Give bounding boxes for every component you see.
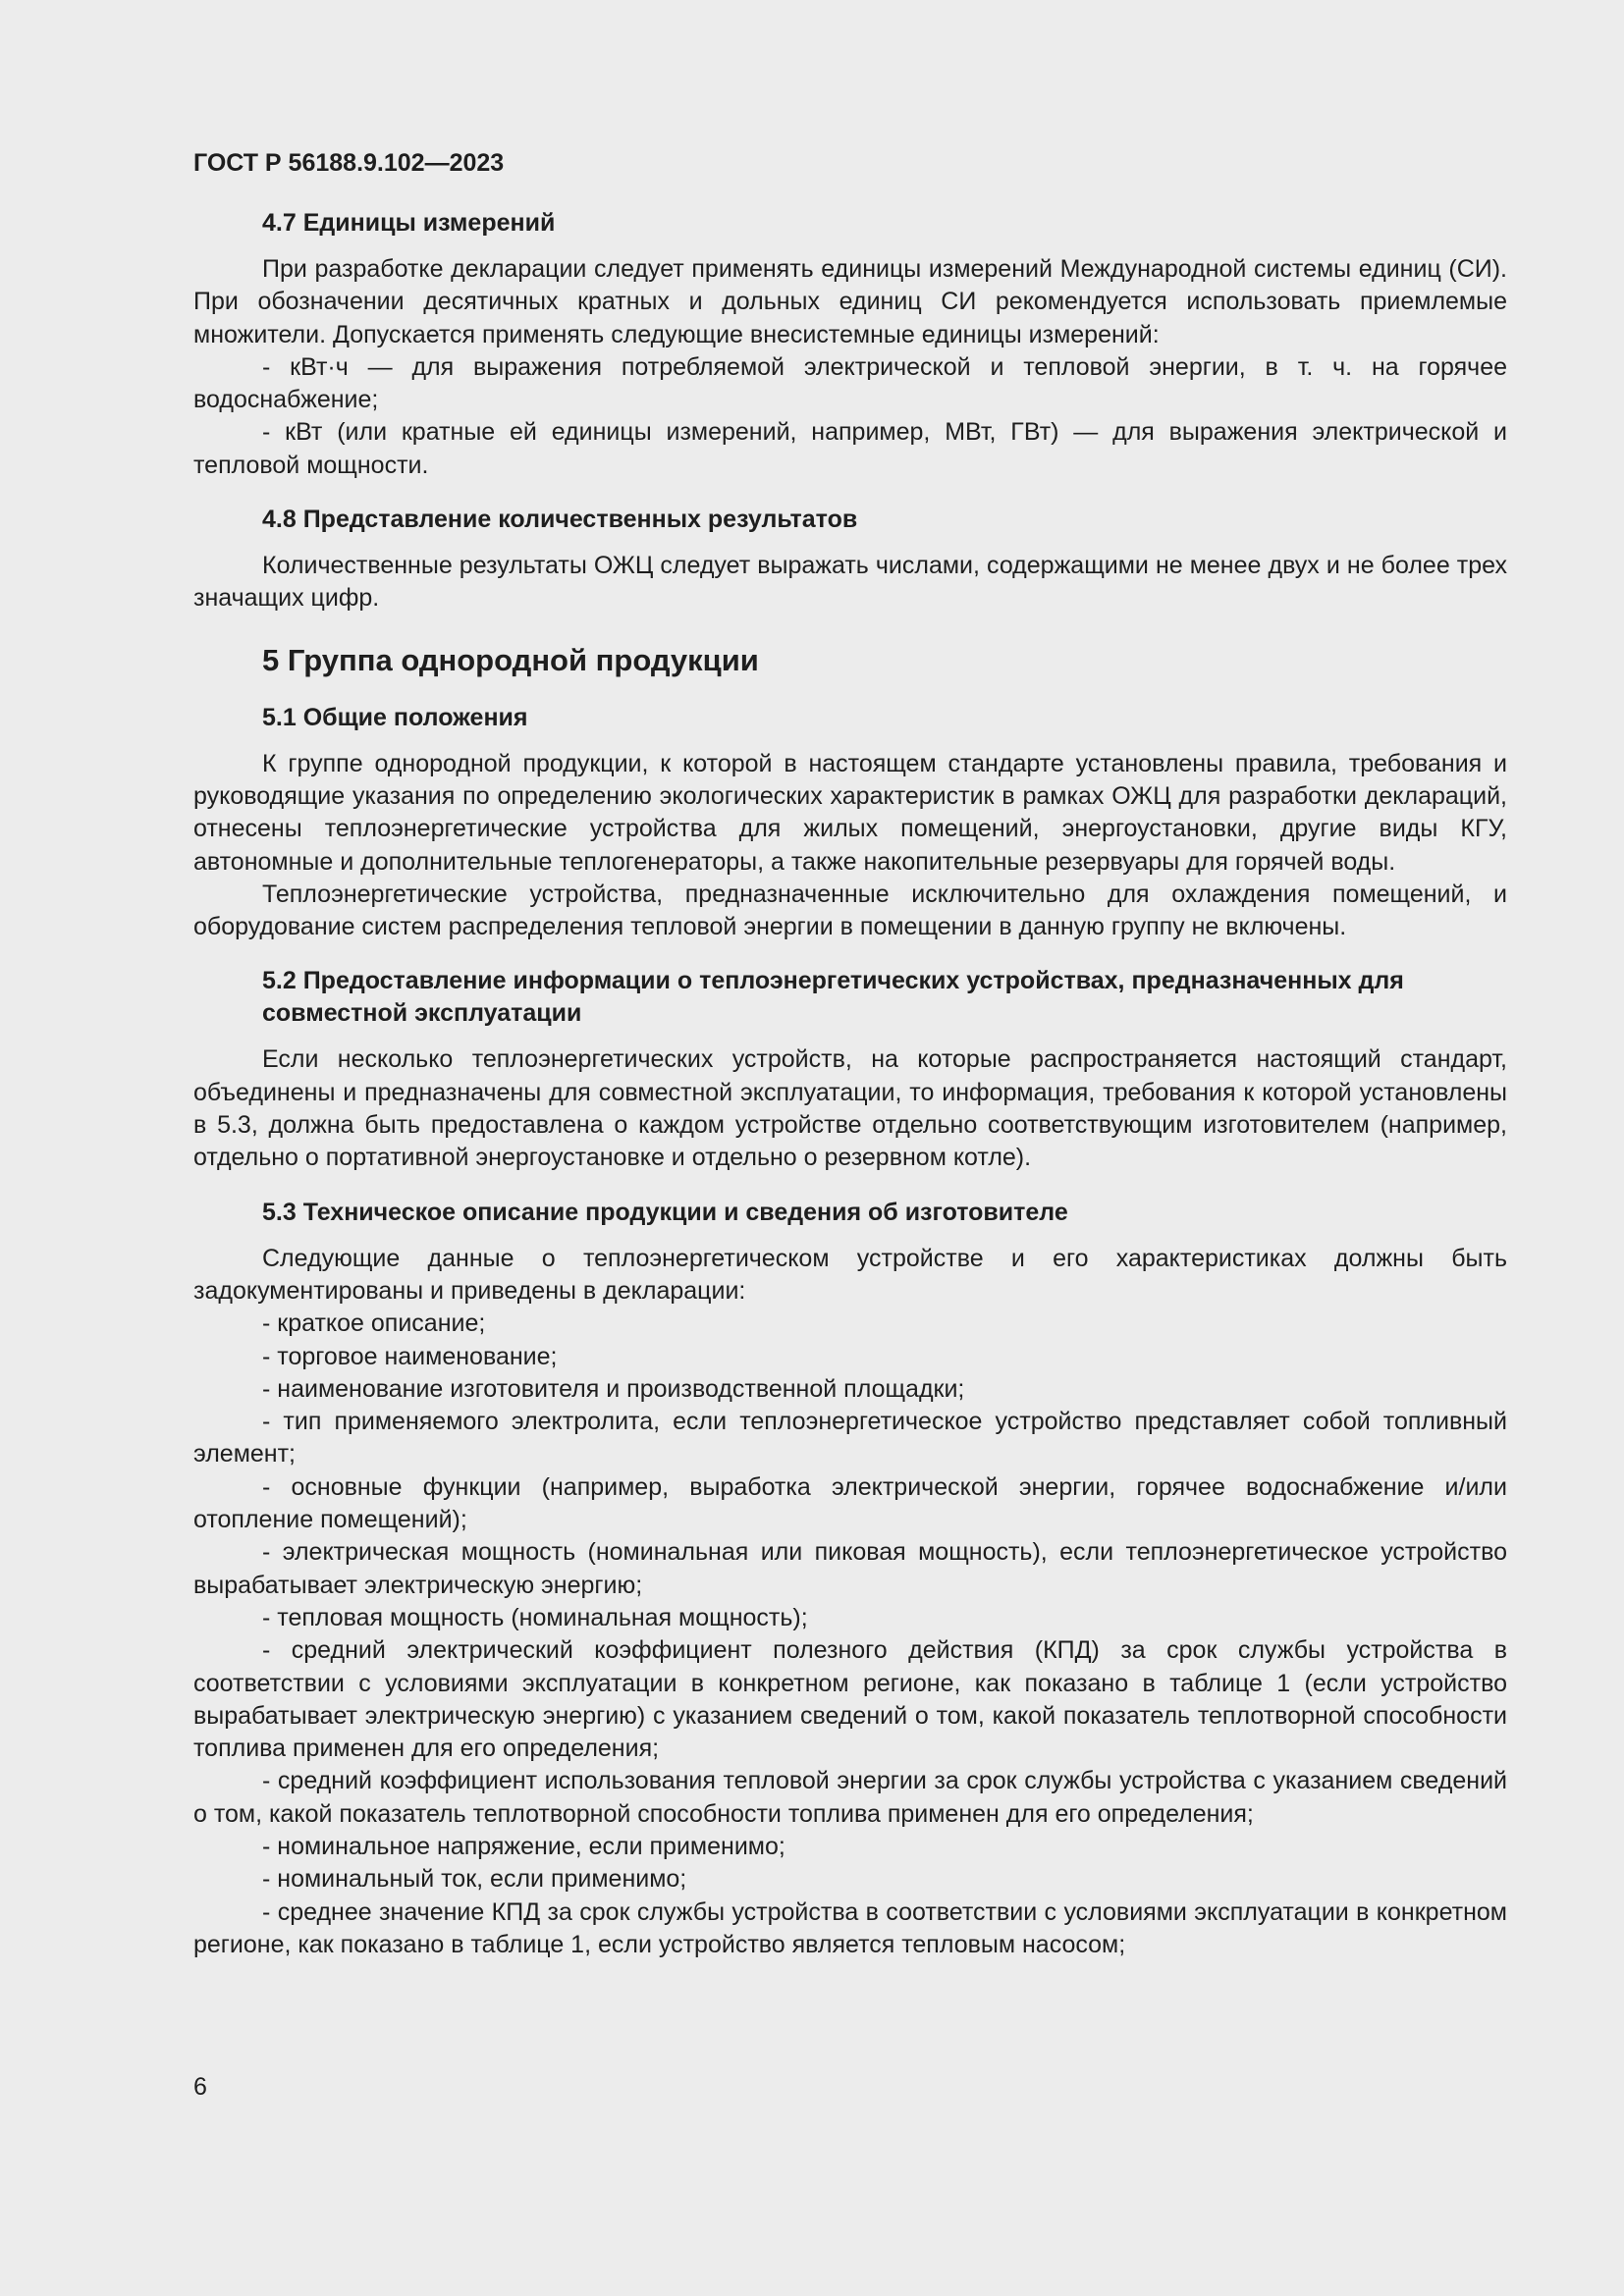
- section-5-3-item: - основные функции (например, выработка электрической энергии, горячее водоснабжение и/или отопление помещений);: [193, 1472, 1507, 1534]
- section-5-3-item: - средний электрический коэффициент полезного действия (КПД) за срок службы устройства в соответствии с условиями эксплуатации в конкретном регионе, как показано в таблице 1 (если устройство вырабатывает электрическую энергию) с указанием сведений о том, какой показатель теплотворной способности топлива применен для его определения;: [193, 1636, 1507, 1763]
- section-4-8-title: 4.8 Представление количественных результатов: [262, 506, 858, 534]
- section-4-7-paragraph: При разработке декларации следует применять единицы измерений Международной системы единиц (СИ). При обозначении десятичных кратных и дольных единиц СИ рекомендуется использовать приемлемые множители. Допускается применять следующие внесистемные единицы измерений:: [193, 255, 1507, 348]
- section-5-3-item: - краткое описание;: [262, 1309, 486, 1338]
- page-number: 6: [193, 2073, 207, 2101]
- section-5-3-item: - тепловая мощность (номинальная мощность);: [262, 1603, 808, 1631]
- document-page: [193, 145, 1507, 1961]
- section-5-3-item: - наименование изготовителя и производственной площадки;: [262, 1374, 965, 1403]
- section-5-title: 5 Группа однородной продукции: [262, 642, 759, 677]
- section-5-3-item: - средний коэффициент использования тепловой энергии за срок службы устройства с указанием сведений о том, какой показатель теплотворной способности топлива применен для его определения;: [193, 1767, 1507, 1828]
- section-4-7-title: 4.7 Единицы измерений: [262, 209, 556, 237]
- section-5-1-paragraph: Теплоэнергетические устройства, предназначенные исключительно для охлаждения помещений, и оборудование систем распределения тепловой энергии в помещении в данную группу не включены.: [193, 880, 1507, 941]
- section-5-3-item: - среднее значение КПД за срок службы устройства в соответствии с условиями эксплуатации в конкретном регионе, как показано в таблице 1, если устройство является тепловым насосом;: [193, 1897, 1507, 1958]
- section-5-2-paragraph: Если несколько теплоэнергетических устройств, на которые распространяется настоящий стандарт, объединены и предназначены для совместной эксплуатации, то информация, требования к которой установлены в 5.3, должна быть предоставлена о каждом устройстве отдельно соответствующим изготовителем (например, отдельно о портативной энергоустановке и отдельно о резервном котле).: [193, 1045, 1507, 1172]
- section-5-3-paragraph: Следующие данные о теплоэнергетическом устройстве и его характеристиках должны быть задокументированы и приведены в декларации:: [193, 1244, 1507, 1305]
- section-4-8-paragraph: Количественные результаты ОЖЦ следует выражать числами, содержащими не менее двух и не более трех значащих цифр.: [193, 552, 1507, 613]
- section-5-3-item: - электрическая мощность (номинальная или пиковая мощность), если теплоэнергетическое устройство вырабатывает электрическую энергию;: [193, 1538, 1507, 1599]
- section-5-1-paragraph: К группе однородной продукции, к которой в настоящем стандарте установлены правила, требования и руководящие указания по определению экологических характеристик в рамках ОЖЦ для разработки деклараций, отнесены теплоэнергетические устройства для жилых помещений, энергоустановки, другие виды КГУ, автономные и дополнительные теплогенераторы, а также накопительные резервуары для горячей воды.: [193, 749, 1507, 876]
- section-5-3-item: - тип применяемого электролита, если теплоэнергетическое устройство представляет собой топливный элемент;: [193, 1408, 1507, 1468]
- section-4-7-item: - кВт·ч — для выражения потребляемой электрической и тепловой энергии, в т. ч. на горячее водоснабжение;: [193, 352, 1507, 414]
- document-code-header: ГОСТ Р 56188.9.102—2023: [193, 149, 505, 177]
- section-4-7-item: - кВт (или кратные ей единицы измерений, например, МВт, ГВт) — для выражения электрической и тепловой мощности.: [193, 418, 1507, 479]
- section-5-1-title: 5.1 Общие положения: [262, 703, 528, 731]
- section-5-3-item: - номинальное напряжение, если применимо;: [262, 1832, 785, 1860]
- section-5-3-item: - номинальный ток, если применимо;: [262, 1865, 687, 1894]
- section-5-2-title: 5.2 Предоставление информации о теплоэнергетических устройствах, предназначенных для совместной эксплуатации: [262, 967, 1404, 1028]
- section-5-3-item: - торговое наименование;: [262, 1342, 558, 1370]
- section-5-3-title: 5.3 Техническое описание продукции и сведения об изготовителе: [262, 1198, 1068, 1226]
